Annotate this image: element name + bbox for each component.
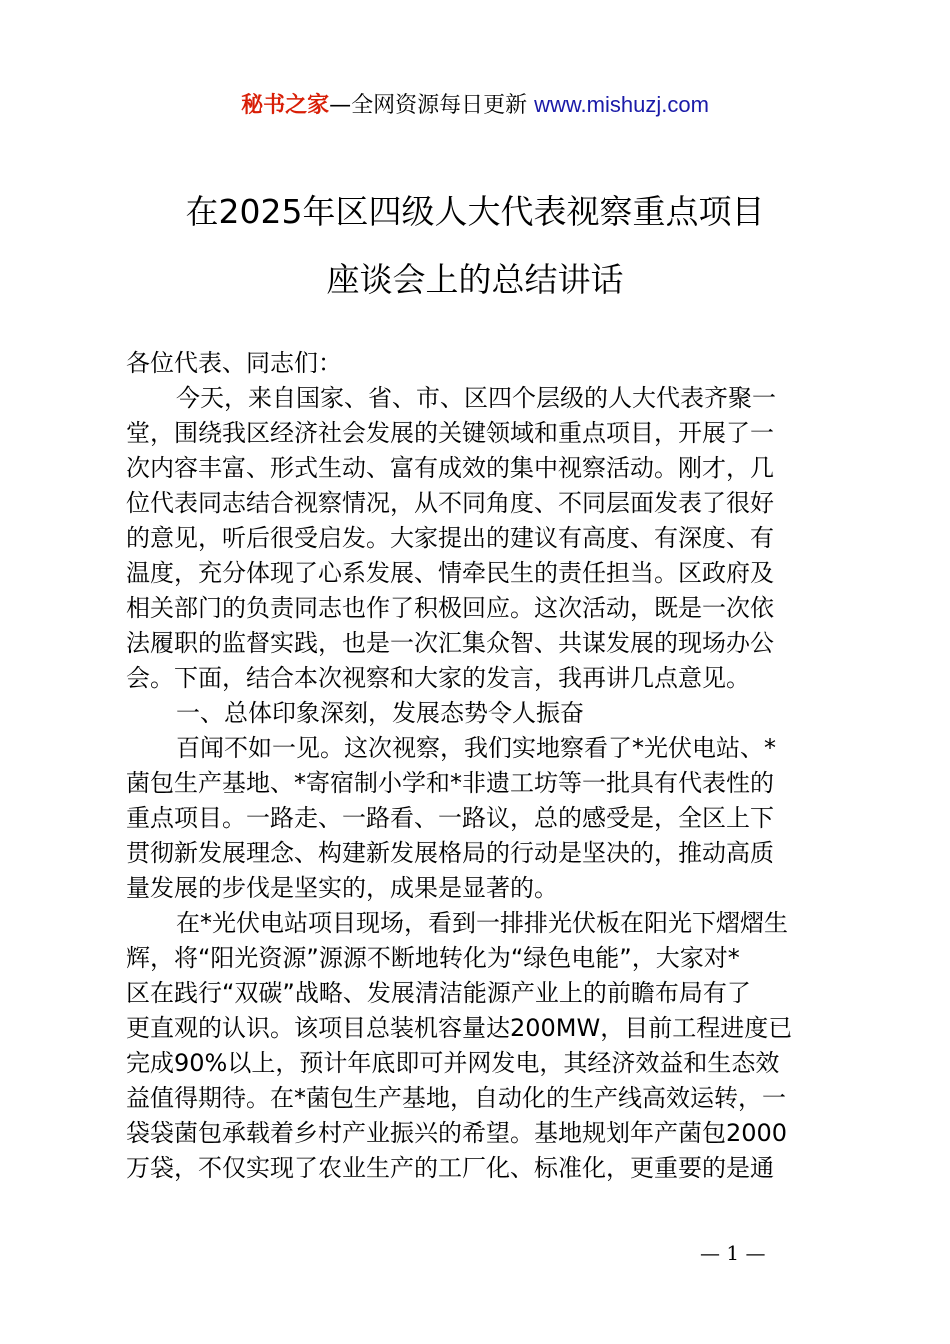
body-line: 辉，将“阳光资源”源源不断地转化为“绿色电能”，大家对* — [126, 944, 740, 972]
document-title-line-1: 在2025年区四级人大代表视察重点项目 — [185, 192, 765, 231]
body-line: 在*光伏电站项目现场，看到一排排光伏板在阳光下熠熠生 — [176, 909, 788, 937]
body-line: 次内容丰富、形式生动、富有成效的集中视察活动。刚才，几 — [126, 454, 774, 482]
document-title-line-2: 座谈会上的总结讲话 — [326, 260, 624, 299]
body-line: 贯彻新发展理念、构建新发展格局的行动是坚决的，推动高质 — [126, 839, 774, 867]
body-line: 更直观的认识。该项目总装机容量达200MW，目前工程进度已 — [126, 1014, 793, 1042]
body-line: 会。下面，结合本次视察和大家的发言，我再讲几点意见。 — [126, 664, 750, 692]
salutation: 各位代表、同志们： — [126, 349, 342, 377]
body-line: 益值得期待。在*菌包生产基地，自动化的生产线高效运转，一 — [126, 1084, 786, 1112]
document-body — [126, 346, 834, 1186]
body-line: 相关部门的负责同志也作了积极回应。这次活动，既是一次依 — [126, 594, 774, 622]
body-line: 今天，来自国家、省、市、区四个层级的人大代表齐聚一 — [176, 384, 776, 412]
site-header — [0, 88, 950, 123]
brand-name: 秘书之家 — [241, 93, 330, 118]
body-line: 完成90%以上，预计年底即可并网发电，其经济效益和生态效 — [126, 1049, 780, 1077]
body-line: 区在践行“双碳”战略、发展清洁能源产业上的前瞻布局有了 — [126, 979, 751, 1007]
header-url: www.mishuzj.com — [534, 92, 709, 117]
body-line: 堂，围绕我区经济社会发展的关键领域和重点项目，开展了一 — [126, 419, 774, 447]
body-line: 百闻不如一见。这次视察，我们实地察看了*光伏电站、* — [176, 734, 776, 762]
body-line: 菌包生产基地、*寄宿制小学和*非遗工坊等一批具有代表性的 — [126, 769, 774, 797]
body-line: 位代表同志结合视察情况，从不同角度、不同层面发表了很好 — [126, 489, 774, 517]
header-tagline: —全网资源每日更新 — [329, 93, 535, 118]
body-line: 的意见，听后很受启发。大家提出的建议有高度、有深度、有 — [126, 524, 774, 552]
body-line: 万袋，不仅实现了农业生产的工厂化、标准化，更重要的是通 — [126, 1154, 774, 1182]
body-line: 袋袋菌包承载着乡村产业振兴的希望。基地规划年产菌包2000 — [126, 1119, 788, 1147]
body-line: 量发展的步伐是坚实的，成果是显著的。 — [126, 874, 558, 902]
body-line: 法履职的监督实践，也是一次汇集众智、共谋发展的现场办公 — [126, 629, 774, 657]
section-heading: 一、总体印象深刻，发展态势令人振奋 — [176, 699, 584, 727]
body-line: 温度，充分体现了心系发展、情牵民生的责任担当。区政府及 — [126, 559, 774, 587]
page-number: — 1 — — [700, 1241, 766, 1265]
body-line: 重点项目。一路走、一路看、一路议，总的感受是，全区上下 — [126, 804, 774, 832]
